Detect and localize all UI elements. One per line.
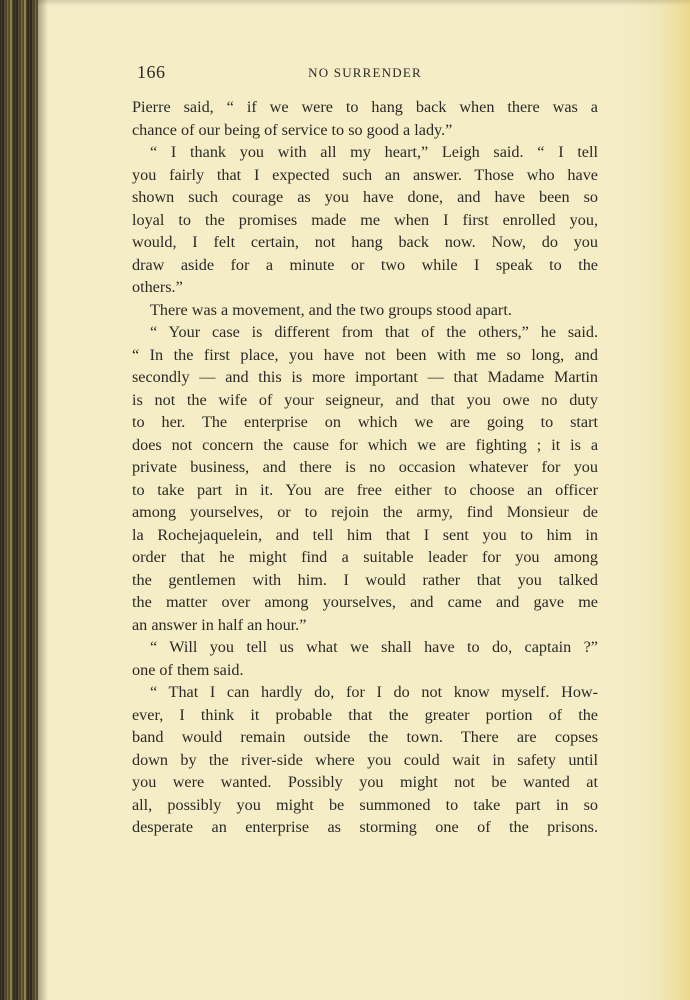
text-line: ever, I think it probable that the greater portion of the [132, 705, 598, 724]
text-line: you fairly that I expected such an answer. Those who have [132, 165, 598, 184]
page-number: 166 [137, 62, 166, 82]
text-line: “ I thank you with all my heart,” Leigh said. “ I tell [150, 143, 598, 161]
text-line: “ That I can hardly do, for I do not know myself. How- [150, 683, 598, 701]
text-line: Pierre said, “ if we were to hang back when there was a [132, 98, 598, 116]
text-line: all, possibly you might be summoned to take part in so [132, 795, 598, 814]
page-right-edge [660, 0, 690, 1000]
text-line: “ Will you tell us what we shall have to do, captain ?” [150, 638, 598, 656]
text-line: you were wanted. Possibly you might not be wanted at [132, 773, 598, 791]
text-line: down by the river-side where you could wait in safety until [132, 750, 598, 769]
text-line: “ Your case is different from that of the others,” he said. [150, 323, 598, 341]
body-text [132, 96, 598, 839]
text-line: is not the wife of your seigneur, and that you owe no duty [132, 390, 598, 409]
text-line: desperate an enterprise as storming one of the prisons. [132, 818, 598, 836]
text-line: secondly — and this is more important — that Madame Martin [132, 368, 598, 386]
text-line: “ In the first place, you have not been with me so long, and [132, 345, 598, 364]
text-line: one of them said. [132, 660, 244, 679]
text-line: draw aside for a minute or two while I speak to the [132, 255, 598, 274]
text-line: the matter over among yourselves, and came and gave me [132, 593, 598, 611]
text-line: the gentlemen with him. I would rather that you talked [132, 570, 598, 589]
text-line: an answer in half an hour.” [132, 615, 307, 634]
text-line: band would remain outside the town. There are copses [132, 728, 598, 746]
text-line: private business, and there is no occasion whatever for you [132, 458, 598, 476]
running-head: NO SURRENDER [308, 65, 422, 80]
book-spine-edge [0, 0, 38, 1000]
text-line: There was a movement, and the two groups stood apart. [150, 300, 512, 319]
text-line: chance of our being of service to so good a lady.” [132, 120, 453, 139]
text-line: to take part in it. You are free either to choose an officer [132, 480, 598, 499]
text-line: among yourselves, or to rejoin the army, find Monsieur de [132, 503, 598, 521]
text-line: to her. The enterprise on which we are going to start [132, 413, 598, 431]
text-line: la Rochejaquelein, and tell him that I sent you to him in [132, 525, 598, 544]
text-line: shown such courage as you have done, and have been so [132, 188, 598, 206]
text-line: order that he might find a suitable leader for you among [132, 548, 598, 566]
page-top-shadow [38, 0, 690, 6]
text-line: loyal to the promises made me when I first enrolled you, [132, 210, 598, 229]
page-header [132, 62, 598, 86]
text-line: does not concern the cause for which we are fighting ; it is a [132, 435, 598, 454]
text-line: others.” [132, 278, 183, 296]
text-line: would, I felt certain, not hang back now. Now, do you [132, 233, 598, 251]
